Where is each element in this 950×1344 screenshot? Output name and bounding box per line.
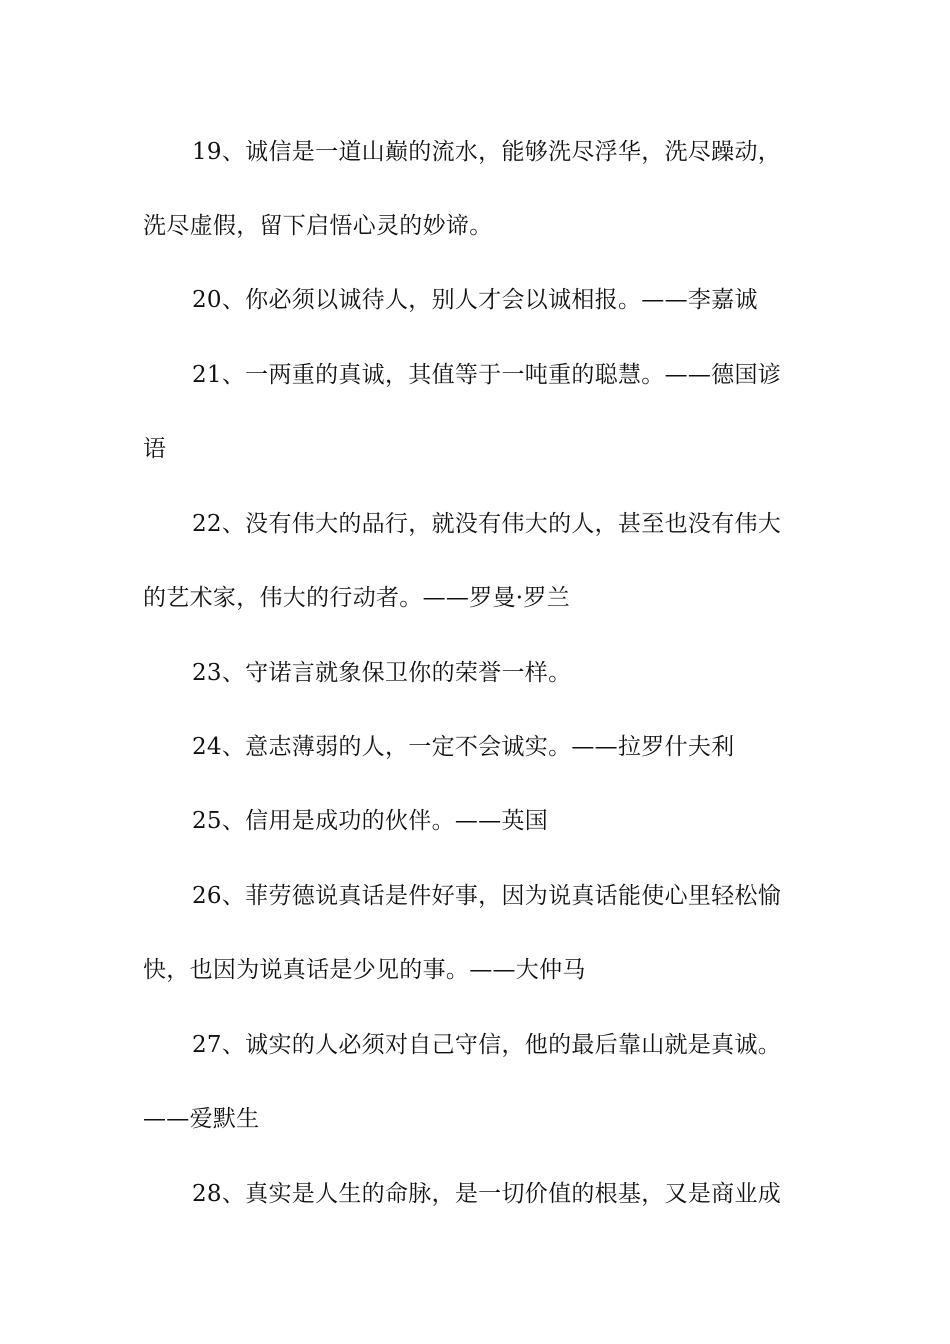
quote-27-line-2: ——爱默生 xyxy=(143,1106,260,1132)
quote-21-line-2: 语 xyxy=(143,436,167,462)
quote-28-line-1: 28、真实是人生的命脉，是一切价值的根基，又是商业成 xyxy=(192,1181,782,1207)
quote-19-line-1: 19、诚信是一道山巅的流水，能够洗尽浮华，洗尽躁动， xyxy=(192,139,782,165)
quote-24-line-1: 24、意志薄弱的人，一定不会诚实。——拉罗什夫利 xyxy=(192,734,735,760)
quote-20-line-1: 20、你必须以诚待人，别人才会以诚相报。——李嘉诚 xyxy=(192,287,758,313)
quote-26-line-2: 快，也因为说真话是少见的事。——大仲马 xyxy=(143,957,586,983)
quote-19-line-2: 洗尽虚假，留下启悟心灵的妙谛。 xyxy=(143,213,493,239)
quote-23-line-1: 23、守诺言就象保卫你的荣誉一样。 xyxy=(192,660,572,686)
quote-26-line-1: 26、菲劳德说真话是件好事，因为说真话能使心里轻松愉 xyxy=(192,883,782,909)
quote-27-line-1: 27、诚实的人必须对自己守信，他的最后靠山就是真诚。 xyxy=(192,1032,782,1058)
quote-22-line-2: 的艺术家，伟大的行动者。——罗曼·罗兰 xyxy=(143,585,571,611)
quote-21-line-1: 21、一两重的真诚，其值等于一吨重的聪慧。——德国谚 xyxy=(192,362,782,388)
quote-25-line-1: 25、信用是成功的伙伴。——英国 xyxy=(192,808,549,834)
quote-22-line-1: 22、没有伟大的品行，就没有伟大的人，甚至也没有伟大 xyxy=(192,511,782,537)
